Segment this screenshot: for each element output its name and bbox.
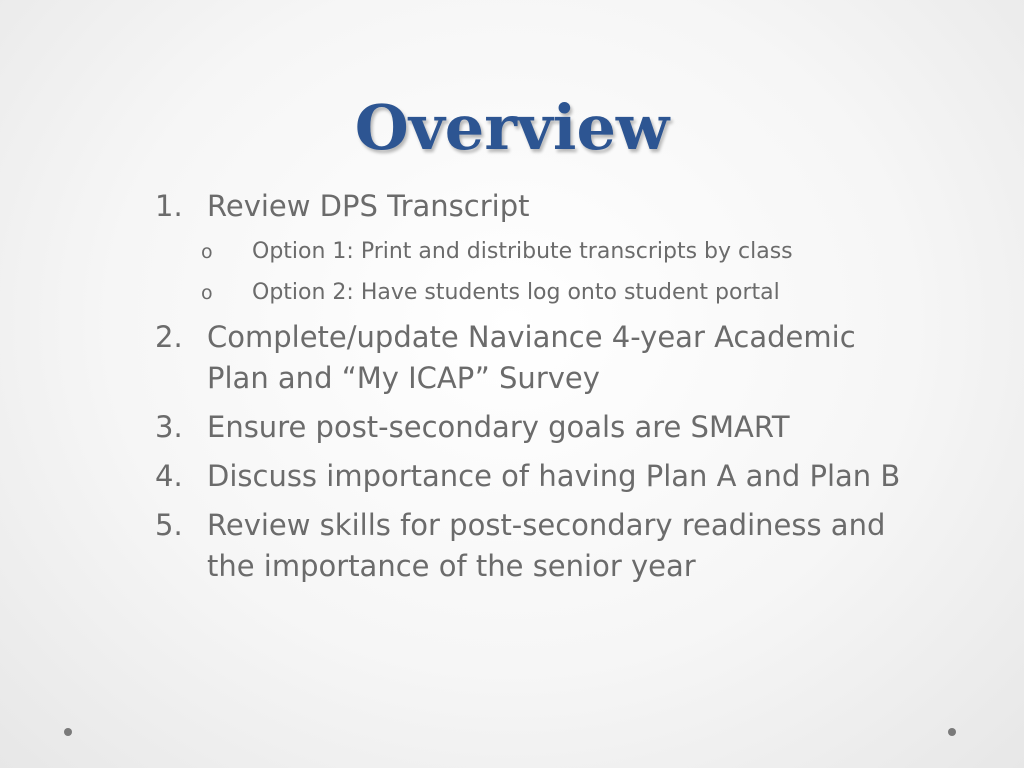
corner-dot-right: [948, 728, 956, 736]
sub-list: [155, 235, 915, 310]
circle-bullet-icon: o: [201, 241, 213, 263]
list-item-text: Review DPS Transcript: [207, 189, 530, 223]
list-number: 4.: [155, 459, 183, 493]
list-number: 3.: [155, 410, 183, 444]
list-number: 2.: [155, 320, 183, 354]
sub-list-item: [155, 276, 915, 310]
list-number: 1.: [155, 189, 183, 223]
list-item: [155, 456, 915, 497]
list-number: 5.: [155, 508, 183, 542]
list-item: [155, 317, 915, 399]
numbered-list: [155, 186, 915, 595]
list-item-text: Ensure post-secondary goals are SMART: [207, 410, 790, 444]
sub-list-item-text: Option 2: Have students log onto student portal: [252, 280, 780, 305]
list-item-text: Complete/update Naviance 4-year Academic Plan and “My ICAP” Survey: [207, 320, 856, 395]
list-item-text: Review skills for post-secondary readiness and the importance of the senior year: [207, 508, 886, 583]
corner-dot-left: [64, 728, 72, 736]
list-item: [155, 407, 915, 448]
list-item-text: Discuss importance of having Plan A and Plan B: [207, 459, 901, 493]
sub-list-item-text: Option 1: Print and distribute transcripts by class: [252, 239, 793, 264]
sub-list-item: [155, 235, 915, 269]
list-item: [155, 505, 915, 587]
list-item: [155, 186, 915, 227]
circle-bullet-icon: o: [201, 282, 213, 304]
slide-title: Overview: [354, 91, 670, 164]
